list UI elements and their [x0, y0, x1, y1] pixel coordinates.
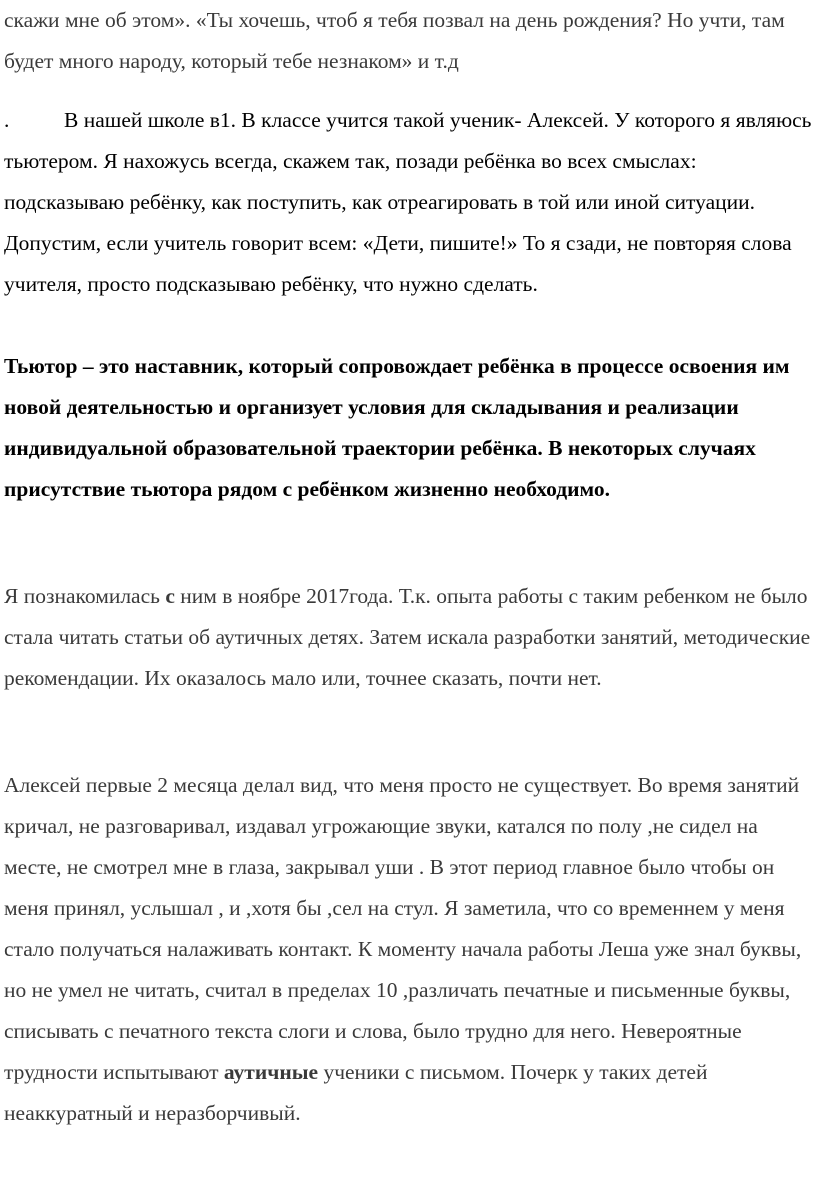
- met-paragraph-bold-word: с: [165, 584, 175, 608]
- alexey-paragraph: [4, 765, 812, 1134]
- met-paragraph-start: Я познакомилась: [4, 584, 166, 608]
- alexey-paragraph-end: ученики с письмом. Почерк у таких детей неаккуратный и неразборчивый.: [4, 1060, 708, 1125]
- list-marker: .: [4, 108, 10, 132]
- alexey-paragraph-bold-word: аутичные: [223, 1060, 319, 1084]
- met-paragraph: [4, 576, 812, 699]
- met-paragraph-end: ним в ноябре 2017года. Т.к. опыта работы с таким ребенком не было стала читать статьи об аутичных детях. Затем искала разработки занятий, методические рекомендации. Их оказалось мало или, точнее сказать, почти нет.: [4, 584, 811, 690]
- school-paragraph-text: В нашей школе в1. В классе учится такой ученик- Алексей. У которого я являюсь тьютером. Я нахожусь всегда, скажем так, позади ребёнка во всех смыслах: подсказываю ребёнку, как поступить, как отреагировать в той или иной ситуации. Допустим, если учитель говорит всем: «Дети, пишите!» То я сзади, не повторяя слова учителя, просто подсказываю ребёнку, что нужно сделать.: [4, 108, 812, 296]
- tutor-definition-paragraph: Тьютор – это наставник, который сопровождает ребёнка в процессе освоения им новой деятельностью и организует условия для складывания и реализации индивидуальной образовательной траектории ребёнка. В некоторых случаях присутствие тьютора рядом с ребёнком жизненно необходимо.: [4, 354, 790, 501]
- alexey-paragraph-start: Алексей первые 2 месяца делал вид, что меня просто не существует. Во время занятий кричал, не разговаривал, издавал угрожающие звуки, катался по полу ,не сидел на месте, не смотрел мне в глаза, закрывал уши . В этот период главное было чтобы он меня принял, услышал , и ,хотя бы ,сел на стул. Я заметила, что со временнем у меня стало получаться налаживать контакт. К моменту начала работы Леша уже знал буквы, но не умел не читать, считал в пределах 10 ,различать печатные и письменные буквы, списывать с печатного текста слоги и слова, было трудно для него. Невероятные трудности испытывают: [4, 773, 802, 1084]
- quote-paragraph: скажи мне об этом». «Ты хочешь, чтоб я тебя позвал на день рождения? Но учти, там будет много народу, который тебе незнаком» и т.д: [4, 8, 785, 73]
- school-paragraph: [4, 100, 812, 305]
